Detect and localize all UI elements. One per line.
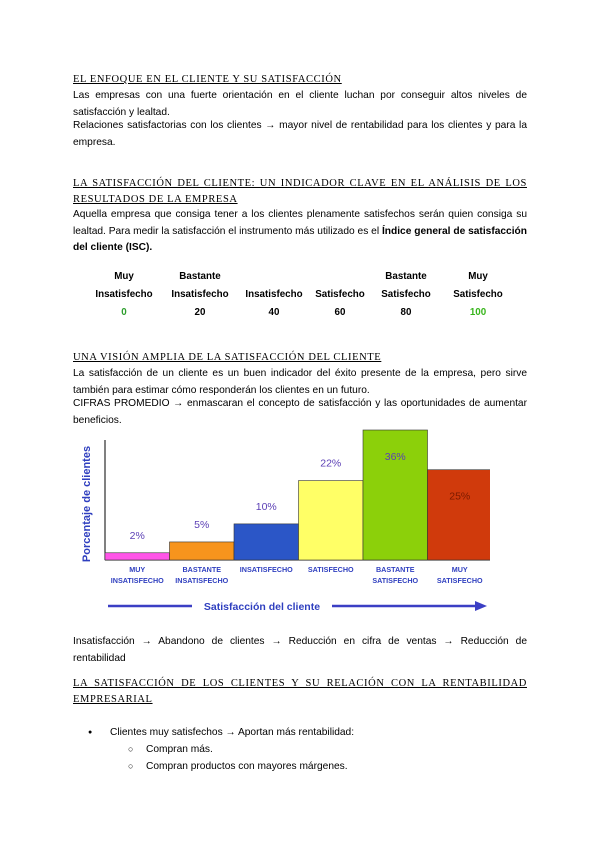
- bar-data-label: 25%: [449, 490, 471, 503]
- section-heading-indicador: LA SATISFACCIÓN DEL CLIENTE: UN INDICADOR CLAVE EN EL ANÁLISIS DE LOS RESULTADOS DE LA EMPRESA: [73, 178, 527, 205]
- bar-data-label: 36%: [384, 451, 406, 463]
- category-tick-label: INSATISFECHO: [239, 565, 293, 574]
- bar: [234, 524, 299, 560]
- isc-bold-term: Índice general de satisfacción del cliente (ISC).: [73, 225, 527, 253]
- bar-data-label: 2%: [129, 529, 145, 542]
- chart-x-axis-arrowhead: [475, 601, 487, 611]
- scale-label-line1: Bastante: [179, 271, 221, 282]
- chart-y-axis-label: Porcentaje de clientes: [81, 445, 93, 563]
- category-tick-label: INSATISFECHO: [110, 576, 164, 585]
- category-tick-label: MUY: [451, 565, 468, 574]
- scale-label-line2: Insatisfecho: [95, 289, 153, 300]
- category-tick-label: BASTANTE: [375, 565, 415, 574]
- bullet-list: [88, 724, 354, 775]
- satisfaction-bar-chart: [70, 428, 490, 618]
- category-tick-label: INSATISFECHO: [175, 576, 229, 585]
- category-tick-label: SATISFECHO: [436, 576, 483, 585]
- bar: [170, 542, 235, 560]
- sub-bullet-item: ○ Compran más.: [88, 741, 354, 758]
- paragraph-vision-2: CIFRAS PROMEDIO → enmascaran el concepto de satisfacción y las oportunidades de aumentar beneficios.: [73, 398, 527, 426]
- scale-value: 100: [469, 307, 487, 318]
- chart-x-axis-label: Satisfacción del cliente: [203, 601, 321, 613]
- scale-label-line1: Bastante: [385, 271, 427, 282]
- sub-bullet-item: ○ Compran productos con mayores márgenes.: [88, 758, 354, 775]
- scale-label-line1: Muy: [114, 271, 134, 282]
- bar: [299, 481, 364, 560]
- scale-value: 40: [268, 307, 280, 318]
- scale-label-line2: Satisfecho: [453, 289, 503, 300]
- bar: [363, 430, 428, 560]
- category-tick-label: SATISFECHO: [307, 565, 354, 574]
- paragraph-insatisfaccion-chain: Insatisfacción → Abandono de clientes → Reducción en cifra de ventas → Reducción de rentabilidad: [73, 636, 527, 664]
- scale-label-line2: Satisfecho: [381, 289, 431, 300]
- scale-value: 60: [334, 307, 346, 318]
- scale-label-line2: Insatisfecho: [245, 289, 303, 300]
- paragraph-isc: [73, 207, 527, 257]
- bar: [428, 470, 491, 560]
- bar-data-label: 5%: [194, 518, 210, 531]
- paragraph-enfoque-1: Las empresas con una fuerte orientación en el cliente luchan por conseguir altos niveles de satisfacción y lealtad.: [73, 90, 527, 118]
- paragraph-isc-text: Aquella empresa que consiga tener a los clientes plenamente satisfechos serán quien consiga su lealtad. Para medir la satisfacción el instrumento más utilizado es el: [73, 209, 527, 237]
- category-tick-label: SATISFECHO: [372, 576, 419, 585]
- section-heading-enfoque: EL ENFOQUE EN EL CLIENTE Y SU SATISFACCIÓN: [73, 74, 342, 85]
- scale-label-line2: Satisfecho: [315, 289, 365, 300]
- category-tick-label: MUY: [129, 565, 146, 574]
- section-heading-vision: UNA VISIÓN AMPLIA DE LA SATISFACCIÓN DEL CLIENTE: [73, 352, 382, 363]
- scale-value: 0: [121, 307, 127, 318]
- bar-data-label: 22%: [320, 457, 342, 470]
- category-tick-label: BASTANTE: [182, 565, 222, 574]
- scale-label-line1: Muy: [468, 271, 488, 282]
- paragraph-enfoque-2: Relaciones satisfactorias con los clientes → mayor nivel de rentabilidad para los clientes y para la empresa.: [73, 120, 527, 148]
- paragraph-vision-1: La satisfacción de un cliente es un buen indicador del éxito presente de la empresa, pero sirve también para estimar cómo responderán los clientes en un futuro.: [73, 368, 527, 396]
- bar: [105, 553, 170, 560]
- scale-value: 20: [194, 307, 206, 318]
- section-heading-rentabilidad: LA SATISFACCIÓN DE LOS CLIENTES Y SU RELACIÓN CON LA RENTABILIDAD EMPRESARIAL: [73, 678, 527, 705]
- scale-label-line2: Insatisfecho: [171, 289, 229, 300]
- bar-data-label: 10%: [255, 500, 277, 513]
- scale-value: 80: [400, 307, 412, 318]
- bullet-item: ● Clientes muy satisfechos → Aportan más rentabilidad:: [88, 724, 354, 741]
